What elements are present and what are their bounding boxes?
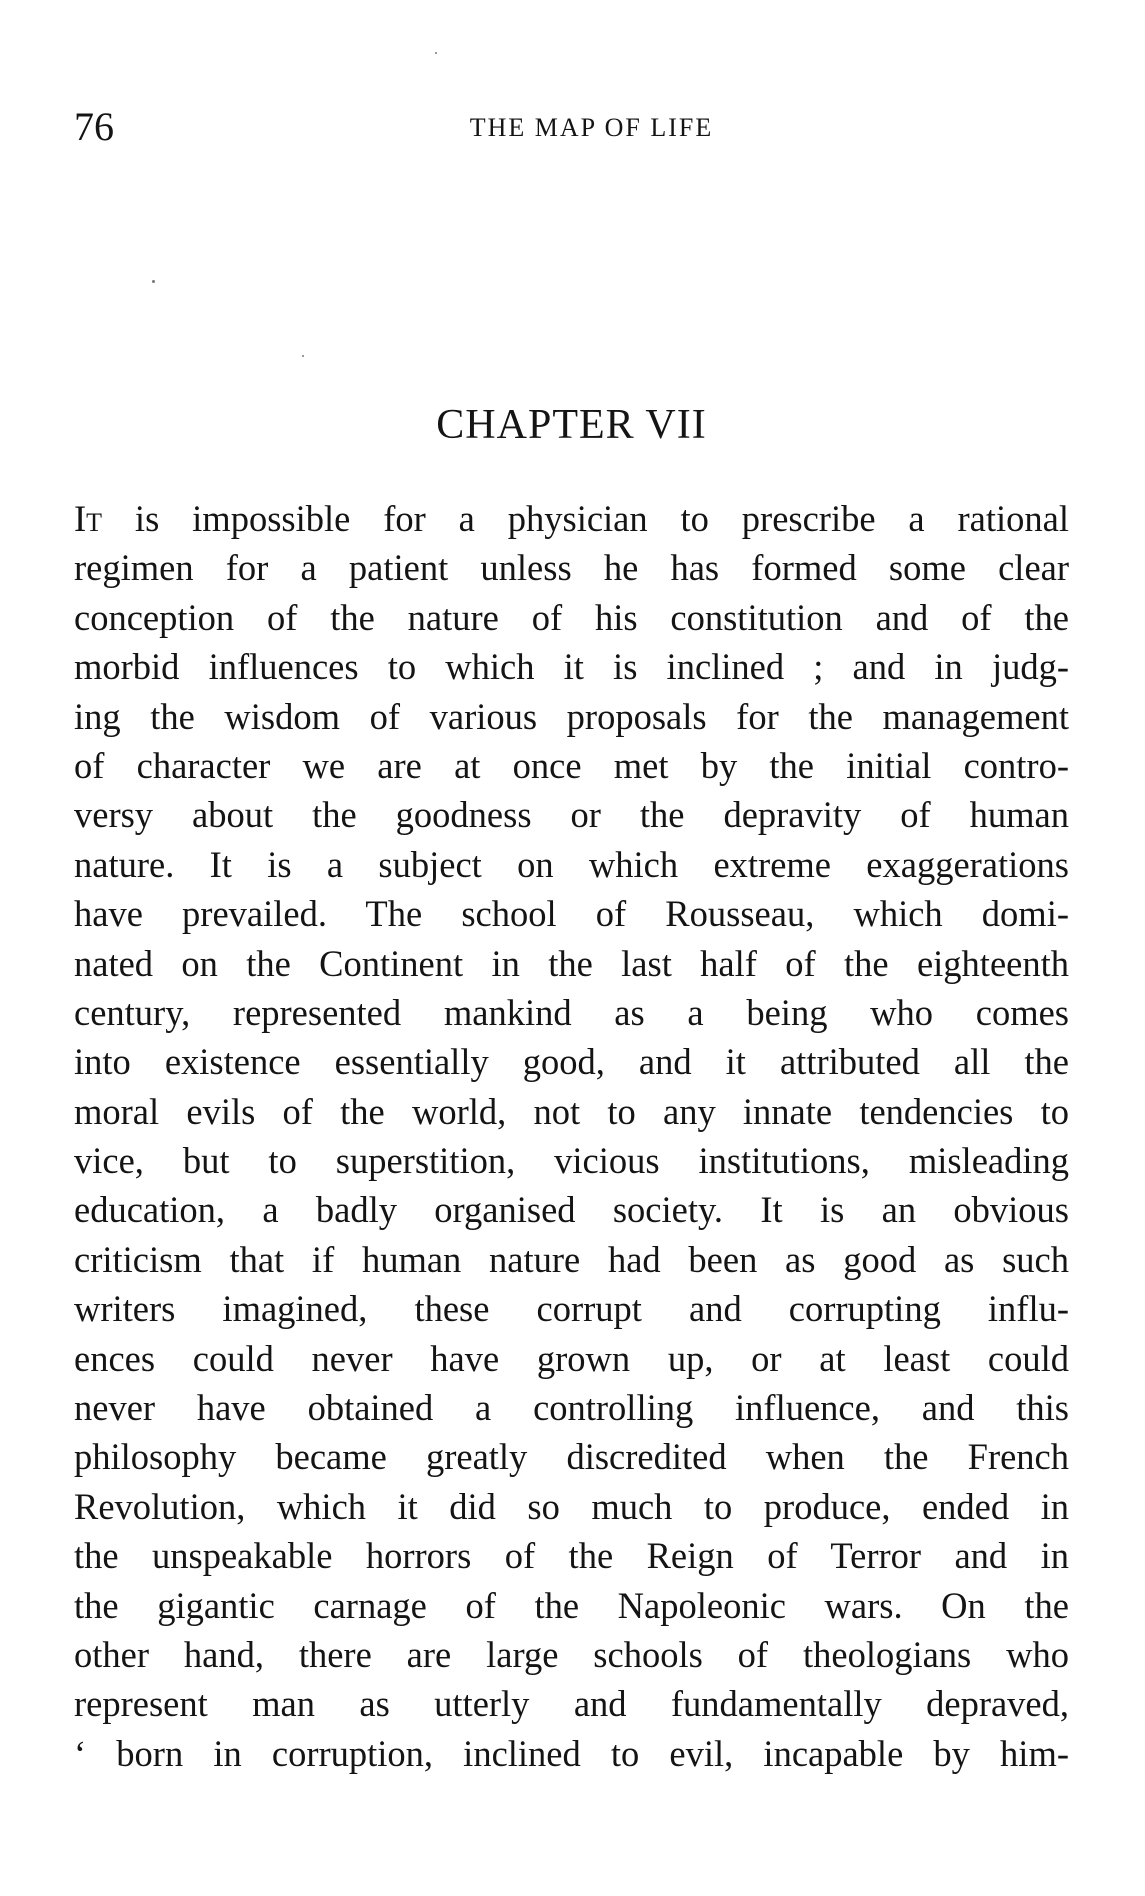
text-line: education, a badly organised society. It is an obvious bbox=[74, 1189, 1069, 1231]
page-number: 76 bbox=[74, 104, 114, 149]
text-line: conception of the nature of his constitution and of the bbox=[74, 596, 1069, 638]
text-line: criticism that if human nature had been as good as such bbox=[74, 1238, 1069, 1280]
print-speck bbox=[152, 280, 155, 283]
text-line: nature. It is a subject on which extreme exaggerations bbox=[74, 843, 1069, 885]
text-line: nated on the Continent in the last half of the eighteenth bbox=[74, 942, 1069, 984]
text-line: It is impossible for a physician to prescribe a rational bbox=[74, 498, 1069, 539]
text-line: the gigantic carnage of the Napoleonic wars. On the bbox=[74, 1584, 1069, 1626]
text-line: philosophy became greatly discredited when the French bbox=[74, 1436, 1069, 1478]
text-line: vice, but to superstition, vicious institutions, misleading bbox=[74, 1140, 1069, 1182]
text-line: writers imagined, these corrupt and corrupting influ- bbox=[74, 1288, 1069, 1330]
print-speck bbox=[435, 52, 437, 54]
text-line: century, represented mankind as a being who comes bbox=[74, 991, 1069, 1033]
text-line: of character we are at once met by the initial contro- bbox=[74, 744, 1069, 786]
text-line: Revolution, which it did so much to produce, ended in bbox=[74, 1485, 1069, 1527]
chapter-heading: CHAPTER VII bbox=[436, 402, 707, 448]
text-line: never have obtained a controlling influence, and this bbox=[74, 1387, 1069, 1429]
text-line: moral evils of the world, not to any innate tendencies to bbox=[74, 1090, 1069, 1132]
print-speck bbox=[302, 355, 304, 357]
text-line: regimen for a patient unless he has formed some clear bbox=[74, 547, 1069, 589]
running-head bbox=[74, 102, 1069, 152]
text-line: represent man as utterly and fundamentally depraved, bbox=[74, 1683, 1069, 1725]
text-line: ences could never have grown up, or at least could bbox=[74, 1337, 1069, 1379]
text-line: the unspeakable horrors of the Reign of Terror and in bbox=[74, 1535, 1069, 1577]
text-line: ‘ born in corruption, inclined to evil, incapable by him- bbox=[74, 1732, 1069, 1774]
text-line: have prevailed. The school of Rousseau, which domi- bbox=[74, 893, 1069, 935]
body-paragraph bbox=[74, 494, 1069, 1778]
text-line: into existence essentially good, and it attributed all the bbox=[74, 1041, 1069, 1083]
text-line: morbid influences to which it is inclined ; and in judg- bbox=[74, 646, 1069, 688]
text-line: ing the wisdom of various proposals for the management bbox=[74, 695, 1069, 737]
text-line: versy about the goodness or the depravity of human bbox=[74, 794, 1069, 836]
text-line: other hand, there are large schools of theologians who bbox=[74, 1633, 1069, 1675]
running-title: THE MAP OF LIFE bbox=[469, 113, 714, 142]
